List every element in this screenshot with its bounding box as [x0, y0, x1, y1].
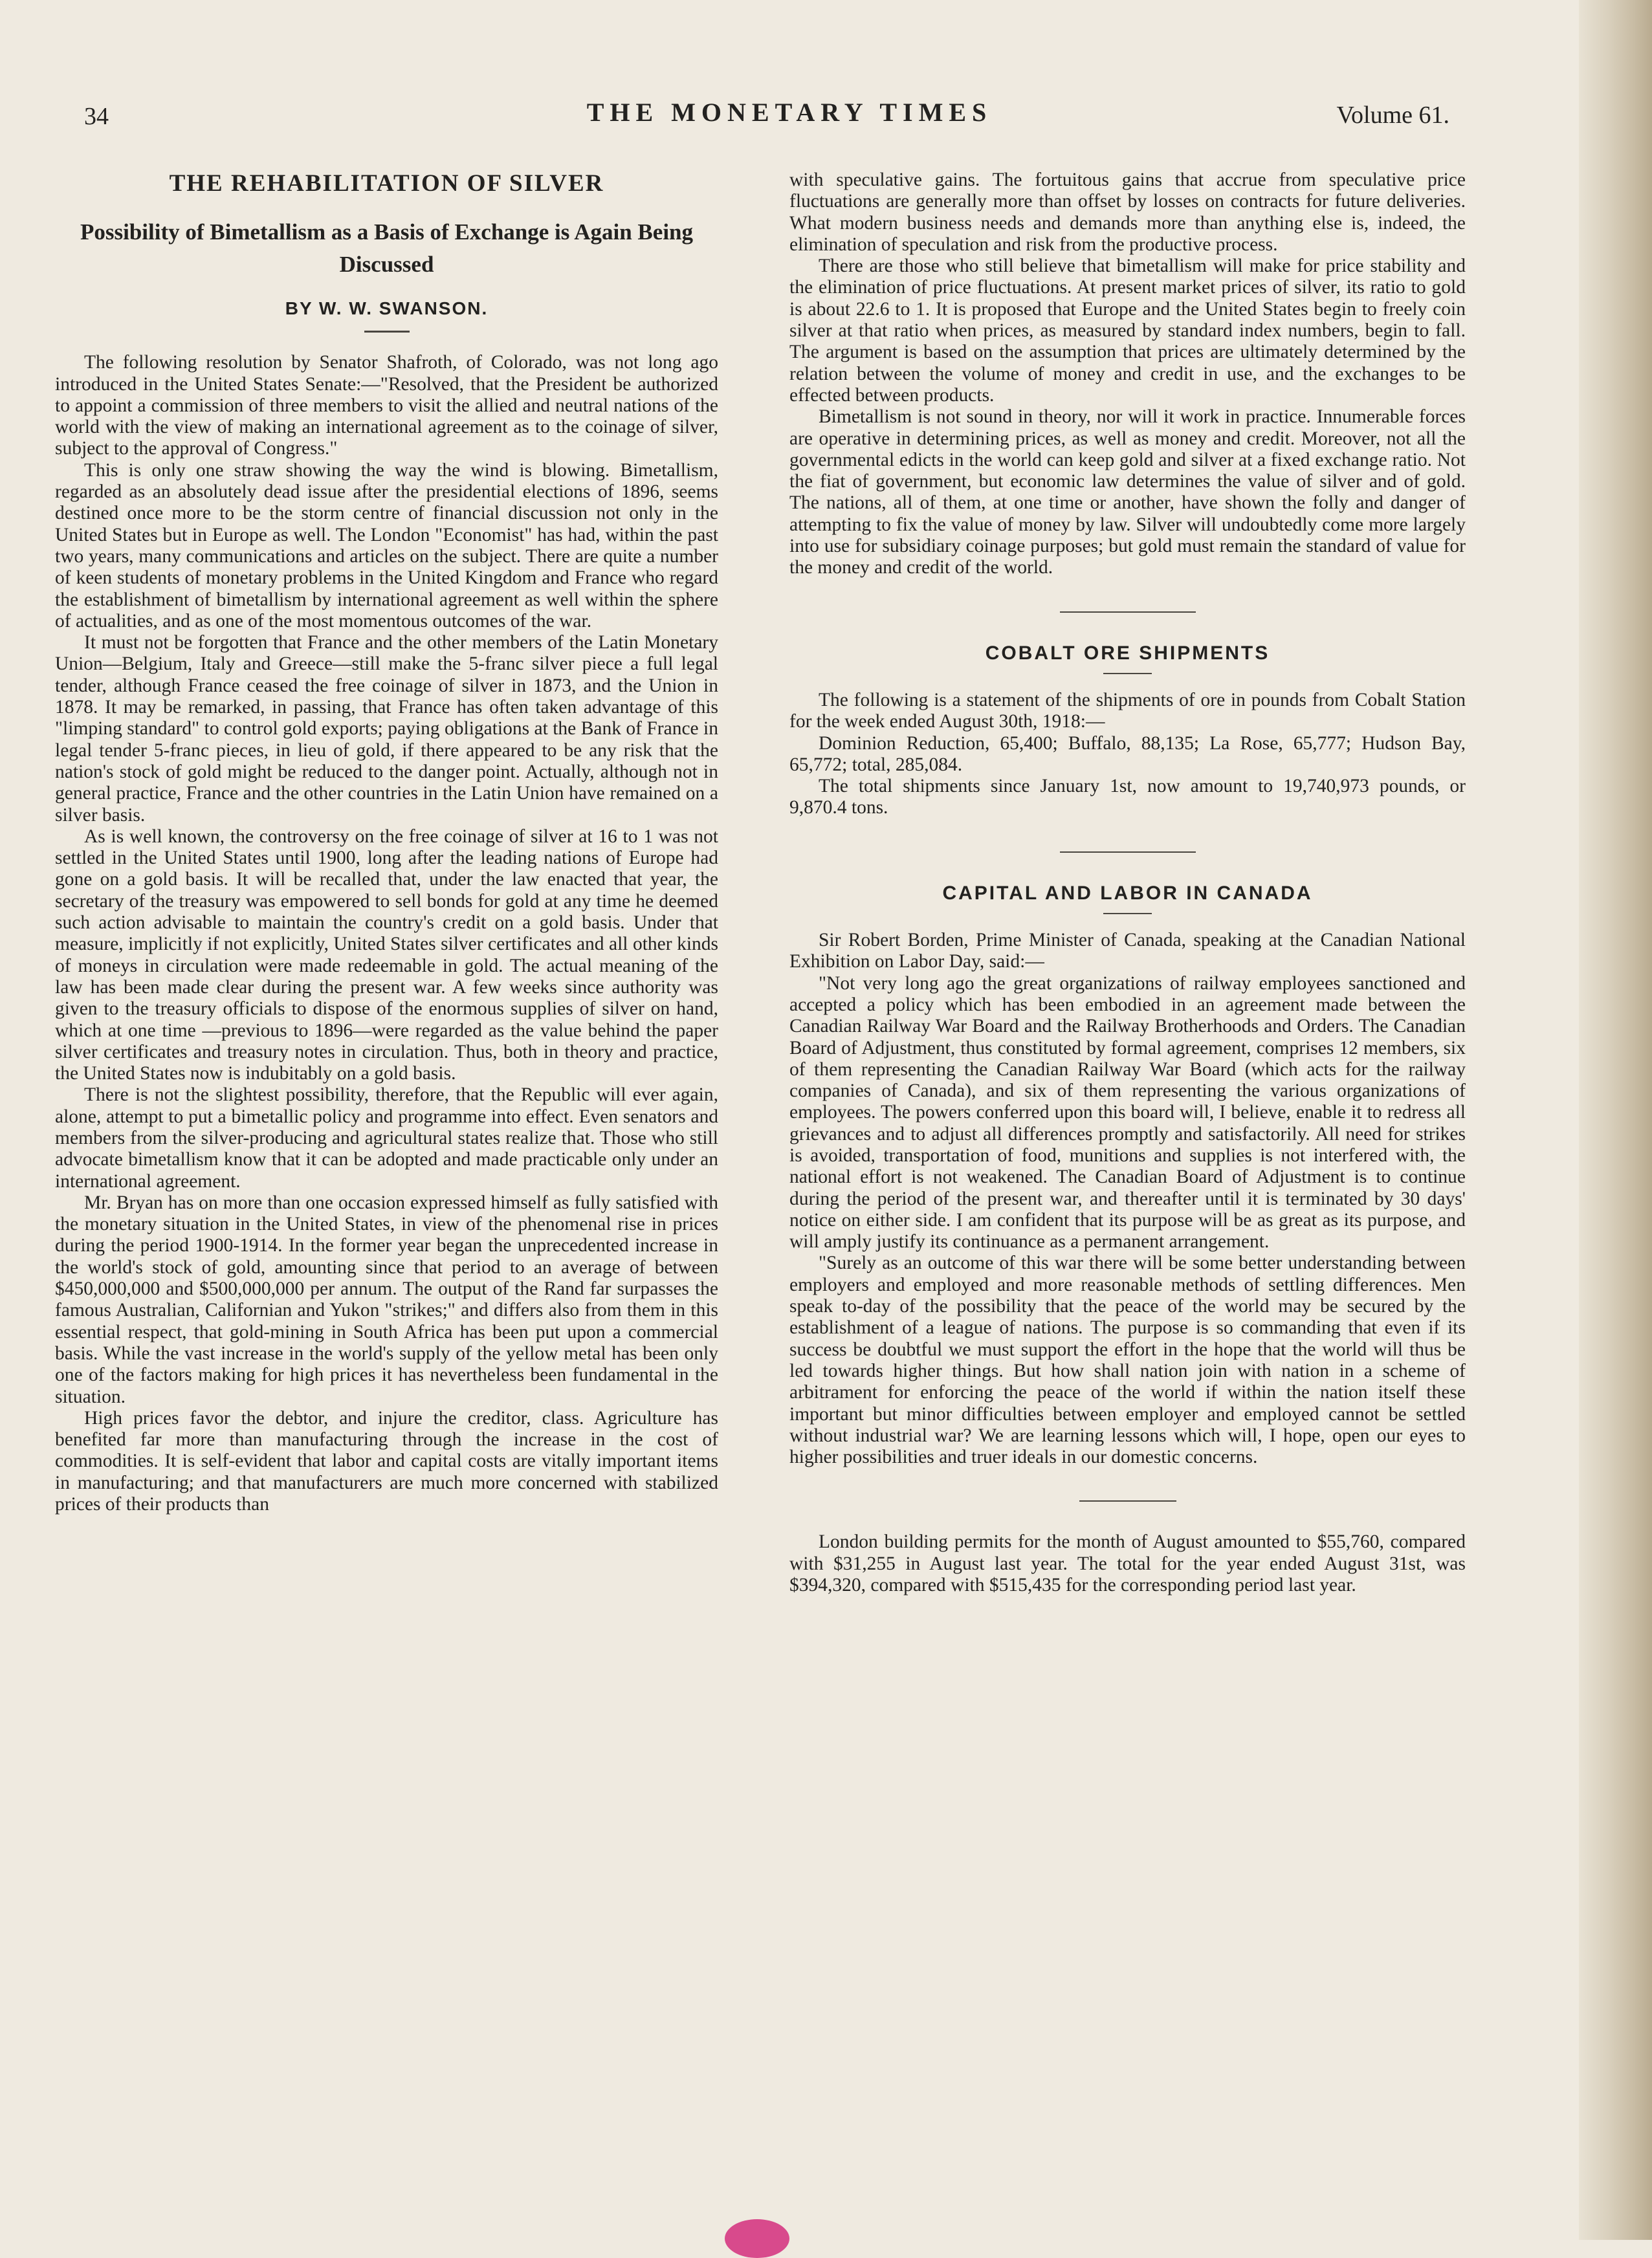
paragraph: "Not very long ago the great organizations of railway employees sanctioned and accepted a policy which has been embodied in an agreement made between the Canadian Railway War Board and the Railway Brotherhoods and Orders. The Canadian Board of Adjustment, thus constituted by formal agreement, comprises 12 members, six of them representing the Canadian Railway War Board (which acts for the railway companies of Canada), and six of them representing the various organizations of employees. The powers conferred upon this board will, I believe, enable it to redress all grievances and to adjust all differences promptly and satisfactorily. All need for strikes is avoided, transportation of food, munitions and supplies is not interfered with, the national effort is not weakened. The Canadian Board of Adjustment is to continue during the period of the present war, and thereafter until it is terminated by 30 days' notice on either side. I am confident that its purpose will be as great as its purpose, and will amply justify its continuance as a permanent arrangement. — [789, 972, 1466, 1253]
paragraph: "Surely as an outcome of this war there will be some better understanding between employers and employed and more reasonable methods of settling differences. Men speak to-day of the possibility that the peace of the world may be secured by the establishment of a league of nations. The purpose is so commanding that even if its success be doubtful we must support the effort in the hope that the world will thus be led towards higher things. But how shall nation join with nation in a scheme of arbitrament for enforcing the peace of the world if within the nation itself these important but minor difficulties between employer and employed cannot be settled without industrial war? We are learning lessons which will, I hope, open our eyes to higher possibilities and truer ideals in our domestic concerns. — [789, 1253, 1466, 1468]
byline: BY W. W. SWANSON. — [285, 298, 489, 318]
divider — [1103, 913, 1152, 914]
left-column — [55, 170, 718, 1515]
section-heading-capital-labor: CAPITAL AND LABOR IN CANADA — [942, 882, 1313, 904]
page-tab-mark — [725, 2219, 789, 2258]
paragraph: Bimetallism is not sound in theory, nor will it work in practice. Innumerable forces are operative in determining prices, as well as money and credit. Moreover, not all the governmental edicts in the world can keep gold and silver at a fixed exchange ratio. Not the fiat of government, but economic law determines the value of silver and of gold. The nations, all of them, at one time or another, have shown the folly and danger of attempting to fix the value of money by law. Silver will undoubtedly come more largely into use for subsidiary coinage purposes; but gold must remain the standard of value for the money and credit of the world. — [789, 406, 1466, 578]
paragraph: The total shipments since January 1st, now amount to 19,740,973 pounds, or 9,870.4 tons. — [789, 776, 1466, 818]
paragraph: There are those who still believe that bimetallism will make for price stability and the elimination of price fluctuations. At present market prices of silver, its ratio to gold is about 22.6 to 1. It is proposed that Europe and the United States begin to freely coin silver at that ratio when prices, as measured by standard index numbers, begin to fall. The argument is based on the assumption that prices are ultimately determined by the relation between the volume of money and credit in use, and the exchanges to be effected between products. — [789, 256, 1466, 406]
paragraph: There is not the slightest possibility, therefore, that the Republic will ever again, alone, attempt to put a bimetallic policy and programme into effect. Even senators and members from the silver-producing and agricultural states realize that. Those who still advocate bimetallism know that it can be adopted and made practicable only under an international agreement. — [55, 1084, 718, 1192]
article-title: THE REHABILITATION OF SILVER — [169, 170, 604, 197]
section-separator — [1060, 611, 1196, 613]
paragraph: Mr. Bryan has on more than one occasion expressed himself as fully satisfied with the monetary situation in the United States, in view of the phenomenal rise in prices during the period 1900-1914. In the former year began the unprecedented increase in the world's stock of gold, amounting since that period to an average of between $450,000,000 and $500,000,000 per annum. The output of the Rand far surpasses the famous Australian, Californian and Yukon "strikes;" and differs also from them in this essential respect, that gold-mining in South Africa has been put upon a commercial basis. While the vast increase in the world's supply of the yellow metal has been only one of the factors making for high prices it has nevertheless been fundamental in the situation. — [55, 1192, 718, 1407]
section-heading-cobalt: COBALT ORE SHIPMENTS — [985, 642, 1270, 664]
section-separator — [1060, 851, 1196, 853]
section-separator — [1079, 1500, 1176, 1502]
running-header — [0, 97, 1579, 142]
paragraph: It must not be forgotten that France and the other members of the Latin Monetary Union—Belgium, Italy and Greece—still make the 5-franc silver piece a full legal tender, although France ceased the free coinage of silver in 1873, and the Union in 1878. It may be remarked, in passing, that France has often taken advantage of this "limping standard" to control gold exports; paying obligations at the Bank of France in legal tender 5-franc pieces, in lieu of gold, if there appeared to be any risk that the nation's stock of gold might be reduced to the danger point. Actually, although not in general practice, France and the other countries in the Latin Union have remained on a silver basis. — [55, 632, 718, 826]
article-subtitle: Possibility of Bimetallism as a Basis of Exchange is Again Being Discussed — [80, 219, 694, 277]
volume-label: Volume 61. — [1336, 102, 1449, 129]
paragraph: with speculative gains. The fortuitous gains that accrue from speculative price fluctuations are generally more than offset by losses on contracts for future deliveries. What modern business needs and demands more than anything else is, indeed, the elimination of speculation and risk from the productive process. — [789, 170, 1466, 255]
paragraph: This is only one straw showing the way the wind is blowing. Bimetallism, regarded as an absolutely dead issue after the presidential elections of 1896, seems destined once more to be the storm centre of financial discussion not only in the United States but in Europe as well. The London "Economist" has had, within the past two years, many communications and articles on the subject. There are quite a number of keen students of monetary problems in the United Kingdom and France who regard the establishment of bimetallism by international agreement as well within the sphere of actualities, and as one of the most momentous outcomes of the war. — [55, 459, 718, 631]
paragraph: The following is a statement of the shipments of ore in pounds from Cobalt Station for the week ended August 30th, 1918:— — [789, 689, 1466, 732]
publication-title: THE MONETARY TIMES — [586, 98, 993, 127]
page-number: 34 — [84, 103, 109, 130]
paragraph: The following resolution by Senator Shafroth, of Colorado, was not long ago introduced in the United States Senate:—"Resolved, that the President be authorized to appoint a commission of three members to visit the allied and neutral nations of the world with the view of making an international agreement as to the coinage of silver, subject to the approval of Congress." — [55, 352, 718, 459]
right-column — [789, 170, 1466, 1596]
page-edge-shadow — [1579, 0, 1652, 2240]
paragraph: As is well known, the controversy on the free coinage of silver at 16 to 1 was not settled in the United States until 1900, long after the leading nations of Europe had gone on a gold basis. It will be recalled that, under the law enacted that year, the secretary of the treasury was empowered to sell bonds for gold at any time he deemed such action advisable to maintain the country's credit on a gold basis. Under that measure, implicitly if not explicitly, United States silver certificates and all other kinds of moneys in circulation were made redeemable in gold. The actual meaning of the law has been made clear during the present war. A few weeks since authority was given to the treasury officials to dispose of the enormous supplies of silver on hand, which at one time —previous to 1896—were regarded as the value behind the paper silver certificates and treasury notes in circulation. Thus, both in theory and practice, the United States now is indubitably on a gold basis. — [55, 826, 718, 1084]
divider — [1103, 673, 1152, 674]
paragraph: Dominion Reduction, 65,400; Buffalo, 88,135; La Rose, 65,777; Hudson Bay, 65,772; total, 285,084. — [789, 732, 1466, 775]
paragraph: High prices favor the debtor, and injure the creditor, class. Agriculture has benefited far more than manufacturing through the increase in the cost of commodities. It is self-evident that labor and capital costs are vitally important items in manufacturing; and that manufacturers are much more concerned with stabilized prices of their products than — [55, 1407, 718, 1515]
divider — [364, 331, 410, 333]
paragraph: Sir Robert Borden, Prime Minister of Canada, speaking at the Canadian National Exhibition on Labor Day, said:— — [789, 930, 1466, 972]
paragraph: London building permits for the month of August amounted to $55,760, compared with $31,255 in August last year. The total for the year ended August 31st, was $394,320, compared with $515,435 for the corresponding period last year. — [789, 1531, 1466, 1596]
